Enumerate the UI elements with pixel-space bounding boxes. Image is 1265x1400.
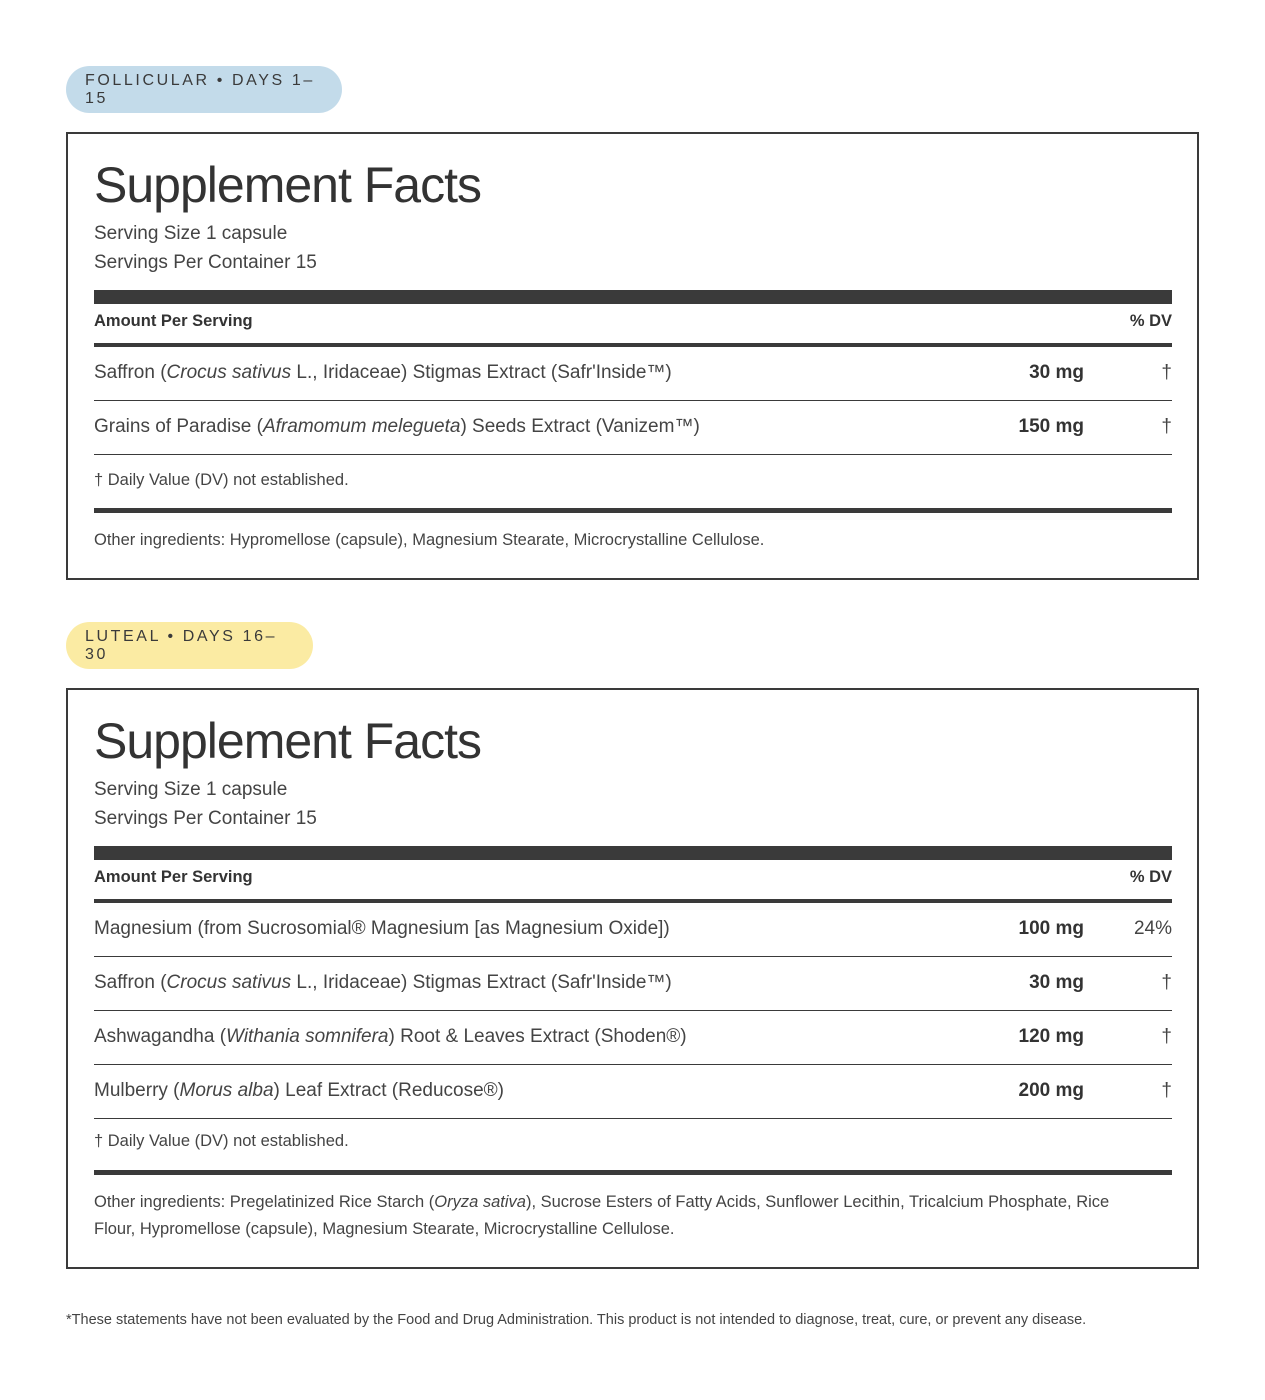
luteal-phase-label: LUTEAL • DAYS 16–30 (85, 627, 278, 663)
ingredient-row (94, 957, 1172, 1011)
ingredient-amount: 30 mg (1029, 972, 1084, 993)
ingredient-row (94, 401, 1172, 455)
lower-divider (94, 1170, 1172, 1175)
serving-size: Serving Size 1 capsule (94, 779, 288, 800)
ingredient-name: Saffron (Crocus sativus L., Iridaceae) Stigmas Extract (Safr'Inside™) (94, 972, 672, 993)
ingredient-dv: † (1161, 1080, 1172, 1101)
ingredient-dv: † (1161, 416, 1172, 437)
follicular-phase-label: FOLLICULAR • DAYS 1–15 (85, 71, 315, 107)
other-ingredients: Other ingredients: Pregelatinized Rice Starch (Oryza sativa), Sucrose Esters of Fatty Acids, Sunflower Lecithin, Tricalcium Phosphate, Rice Flour, Hypromellose (capsule), Magnesium Stearate, Microcrystalline Cellulose. (94, 1193, 1110, 1238)
table-header (94, 868, 1172, 894)
ingredient-amount: 200 mg (1018, 1080, 1084, 1101)
other-ingredients: Other ingredients: Hypromellose (capsule), Magnesium Stearate, Microcrystalline Cellulose. (94, 531, 765, 549)
ingredient-amount: 100 mg (1018, 918, 1084, 939)
thick-divider (94, 846, 1172, 860)
fda-disclaimer: *These statements have not been evaluated by the Food and Drug Administration. This product is not intended to diagnose, treat, cure, or prevent any disease. (66, 1312, 1087, 1328)
ingredient-dv: † (1161, 972, 1172, 993)
follicular-supplement-facts-panel (66, 132, 1199, 580)
ingredient-dv: † (1161, 1026, 1172, 1047)
dv-header: % DV (1129, 312, 1172, 330)
servings-per-container: Servings Per Container 15 (94, 252, 317, 273)
ingredient-row (94, 347, 1172, 401)
ingredient-amount: 120 mg (1018, 1026, 1084, 1047)
dv-footnote: † Daily Value (DV) not established. (94, 471, 349, 489)
panel-title: Supplement Facts (94, 157, 481, 213)
amount-per-serving-header: Amount Per Serving (94, 312, 253, 330)
servings-per-container: Servings Per Container 15 (94, 808, 317, 829)
luteal-phase-badge (66, 622, 313, 669)
dv-footnote: † Daily Value (DV) not established. (94, 1132, 349, 1150)
panel-title: Supplement Facts (94, 713, 481, 769)
follicular-phase-badge (66, 66, 342, 113)
ingredient-name: Ashwagandha (Withania somnifera) Root & Leaves Extract (Shoden®) (94, 1026, 687, 1047)
ingredient-row (94, 1065, 1172, 1119)
ingredient-name: Saffron (Crocus sativus L., Iridaceae) Stigmas Extract (Safr'Inside™) (94, 362, 672, 383)
lower-divider (94, 508, 1172, 513)
serving-size: Serving Size 1 capsule (94, 223, 288, 244)
ingredient-name: Mulberry (Morus alba) Leaf Extract (Reducose®) (94, 1080, 504, 1101)
table-header (94, 312, 1172, 338)
ingredient-name: Grains of Paradise (Aframomum melegueta) Seeds Extract (Vanizem™) (94, 416, 700, 437)
ingredient-amount: 150 mg (1018, 416, 1084, 437)
luteal-supplement-facts-panel (66, 688, 1199, 1269)
dv-header: % DV (1129, 868, 1172, 886)
ingredient-row (94, 1011, 1172, 1065)
thick-divider (94, 290, 1172, 304)
ingredient-name: Magnesium (from Sucrosomial® Magnesium [as Magnesium Oxide]) (94, 918, 670, 939)
ingredient-row (94, 903, 1172, 957)
ingredient-amount: 30 mg (1029, 362, 1084, 383)
amount-per-serving-header: Amount Per Serving (94, 868, 253, 886)
ingredient-dv: † (1161, 362, 1172, 383)
ingredient-dv: 24% (1133, 918, 1172, 939)
